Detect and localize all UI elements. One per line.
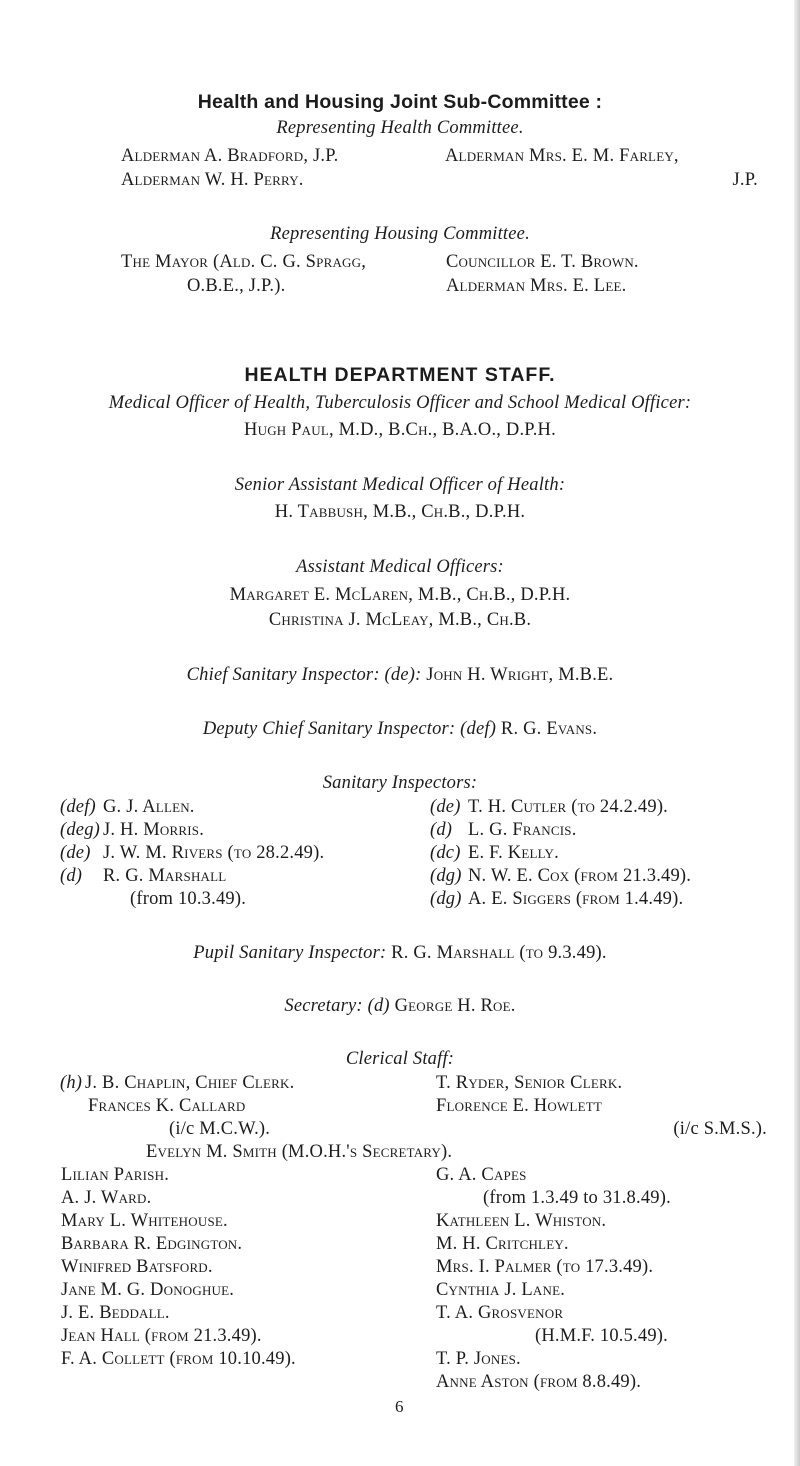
- amo-title: Assistant Medical Officers:: [296, 557, 504, 577]
- si-name: A. E. Siggers (from 1.4.49).: [468, 889, 684, 909]
- samoh-title: Senior Assistant Medical Officer of Health:: [234, 475, 566, 495]
- si-qualification: (dg): [430, 866, 462, 886]
- si-qualification: (de): [60, 843, 91, 863]
- si-qualification: (dg): [430, 889, 462, 909]
- si-name: G. J. Allen.: [103, 797, 195, 817]
- clerical-member: Florence E. Howlett: [436, 1096, 602, 1116]
- clerical-member: T. Ryder, Senior Clerk.: [436, 1073, 623, 1093]
- clerical-left-item: F. A. Collett (from 10.10.49).: [61, 1349, 296, 1369]
- csi-title: Chief Sanitary Inspector:: [186, 665, 380, 685]
- housing-committee-heading: Representing Housing Committee.: [270, 224, 530, 244]
- pupil-title: Pupil Sanitary Inspector:: [193, 943, 387, 963]
- clerical-left-item: J. E. Beddall.: [61, 1303, 170, 1323]
- dcsi-title: Deputy Chief Sanitary Inspector:: [202, 719, 456, 739]
- clerical-left-item: A. J. Ward.: [61, 1188, 152, 1208]
- housing-member: Councillor E. T. Brown.: [446, 252, 639, 272]
- si-qualification: (def): [60, 797, 96, 817]
- clerical-left-item: Jean Hall (from 21.3.49).: [61, 1326, 262, 1346]
- chief-sanitary-inspector: [0, 665, 800, 686]
- housing-member: O.B.E., J.P.).: [187, 276, 286, 296]
- secretary-qualification: (d): [367, 996, 390, 1016]
- si-qualification: (deg): [60, 820, 101, 840]
- clerical-right-item: Kathleen L. Whiston.: [436, 1211, 607, 1231]
- clerical-right-item: T. P. Jones.: [436, 1349, 521, 1369]
- clerical-qualification: (h): [60, 1073, 83, 1093]
- health-committee-heading: Representing Health Committee.: [276, 118, 524, 138]
- clerical-member: Evelyn M. Smith (M.O.H.'s Secretary).: [146, 1142, 453, 1162]
- health-member: Alderman W. H. Perry.: [121, 170, 304, 190]
- clerical-right-item: G. A. Capes: [436, 1165, 527, 1185]
- si-name: N. W. E. Cox (from 21.3.49).: [468, 866, 692, 886]
- clerical-right-item: T. A. Grosvenor: [436, 1303, 564, 1323]
- clerical-right-item: M. H. Critchley.: [436, 1234, 569, 1254]
- clerical-member: J. B. Chaplin, Chief Clerk.: [85, 1073, 295, 1093]
- clerical-left-item: Barbara R. Edgington.: [61, 1234, 243, 1254]
- si-name: (from 10.3.49).: [130, 889, 247, 909]
- clerical-right-item: Mrs. I. Palmer (to 17.3.49).: [436, 1257, 654, 1277]
- si-name: J. W. M. Rivers (to 28.2.49).: [103, 843, 325, 863]
- si-name: L. G. Francis.: [468, 820, 577, 840]
- dcsi-name: R. G. Evans.: [500, 719, 598, 739]
- clerical-left-item: Mary L. Whitehouse.: [61, 1211, 228, 1231]
- si-qualification: (d): [430, 820, 453, 840]
- csi-name: John H. Wright, M.B.E.: [426, 665, 614, 685]
- housing-member: Alderman Mrs. E. Lee.: [446, 276, 627, 296]
- clerical-member: Frances K. Callard: [88, 1096, 246, 1116]
- samoh-name: H. Tabbush, M.B., Ch.B., D.P.H.: [274, 502, 526, 522]
- amo-name: Christina J. McLeay, M.B., Ch.B.: [268, 610, 532, 630]
- si-name: R. G. Marshall: [103, 866, 227, 886]
- si-name: J. H. Morris.: [103, 820, 205, 840]
- page-number: 6: [395, 1397, 404, 1416]
- clerical-left-item: Winifred Batsford.: [61, 1257, 213, 1277]
- pupil-sanitary-inspector: [0, 943, 800, 964]
- health-member: J.P.: [732, 170, 758, 190]
- csi-qualification: (de):: [384, 665, 422, 685]
- staff-title: HEALTH DEPARTMENT STAFF.: [244, 364, 556, 386]
- clerical-right-item: (from 1.3.49 to 31.8.49).: [483, 1188, 671, 1208]
- health-member: Alderman A. Bradford, J.P.: [121, 146, 339, 166]
- secretary: [0, 996, 800, 1017]
- health-member: Alderman Mrs. E. M. Farley,: [445, 146, 679, 166]
- moh-name: Hugh Paul, M.D., B.Ch., B.A.O., D.P.H.: [244, 420, 556, 440]
- clerical-staff-title: Clerical Staff:: [345, 1049, 455, 1069]
- si-qualification: (d): [60, 866, 83, 886]
- moh-title: Medical Officer of Health, Tuberculosis Officer and School Medical Officer:: [108, 393, 692, 413]
- secretary-title: Secretary:: [284, 996, 363, 1016]
- sanitary-inspectors-title: Sanitary Inspectors:: [322, 773, 478, 793]
- si-name: T. H. Cutler (to 24.2.49).: [468, 797, 668, 817]
- si-qualification: (de): [430, 797, 461, 817]
- amo-name: Margaret E. McLaren, M.B., Ch.B., D.P.H.: [229, 585, 571, 605]
- clerical-left-item: Lilian Parish.: [61, 1165, 170, 1185]
- clerical-note: (i/c S.M.S.).: [673, 1119, 767, 1139]
- clerical-right-item: (H.M.F. 10.5.49).: [535, 1326, 668, 1346]
- clerical-left-item: Jane M. G. Donoghue.: [61, 1280, 235, 1300]
- dcsi-qualification: (def): [460, 719, 497, 739]
- si-qualification: (dc): [430, 843, 461, 863]
- housing-member: The Mayor (Ald. C. G. Spragg,: [121, 252, 367, 272]
- committee-title: Health and Housing Joint Sub-Committee :: [197, 91, 603, 113]
- clerical-right-item: Anne Aston (from 8.8.49).: [436, 1372, 642, 1392]
- pupil-name: R. G. Marshall (to 9.3.49).: [391, 943, 607, 963]
- deputy-chief-sanitary-inspector: [0, 719, 800, 740]
- secretary-name: George H. Roe.: [394, 996, 516, 1016]
- si-name: E. F. Kelly.: [468, 843, 559, 863]
- clerical-note: (i/c M.C.W.).: [169, 1119, 271, 1139]
- clerical-right-item: Cynthia J. Lane.: [436, 1280, 566, 1300]
